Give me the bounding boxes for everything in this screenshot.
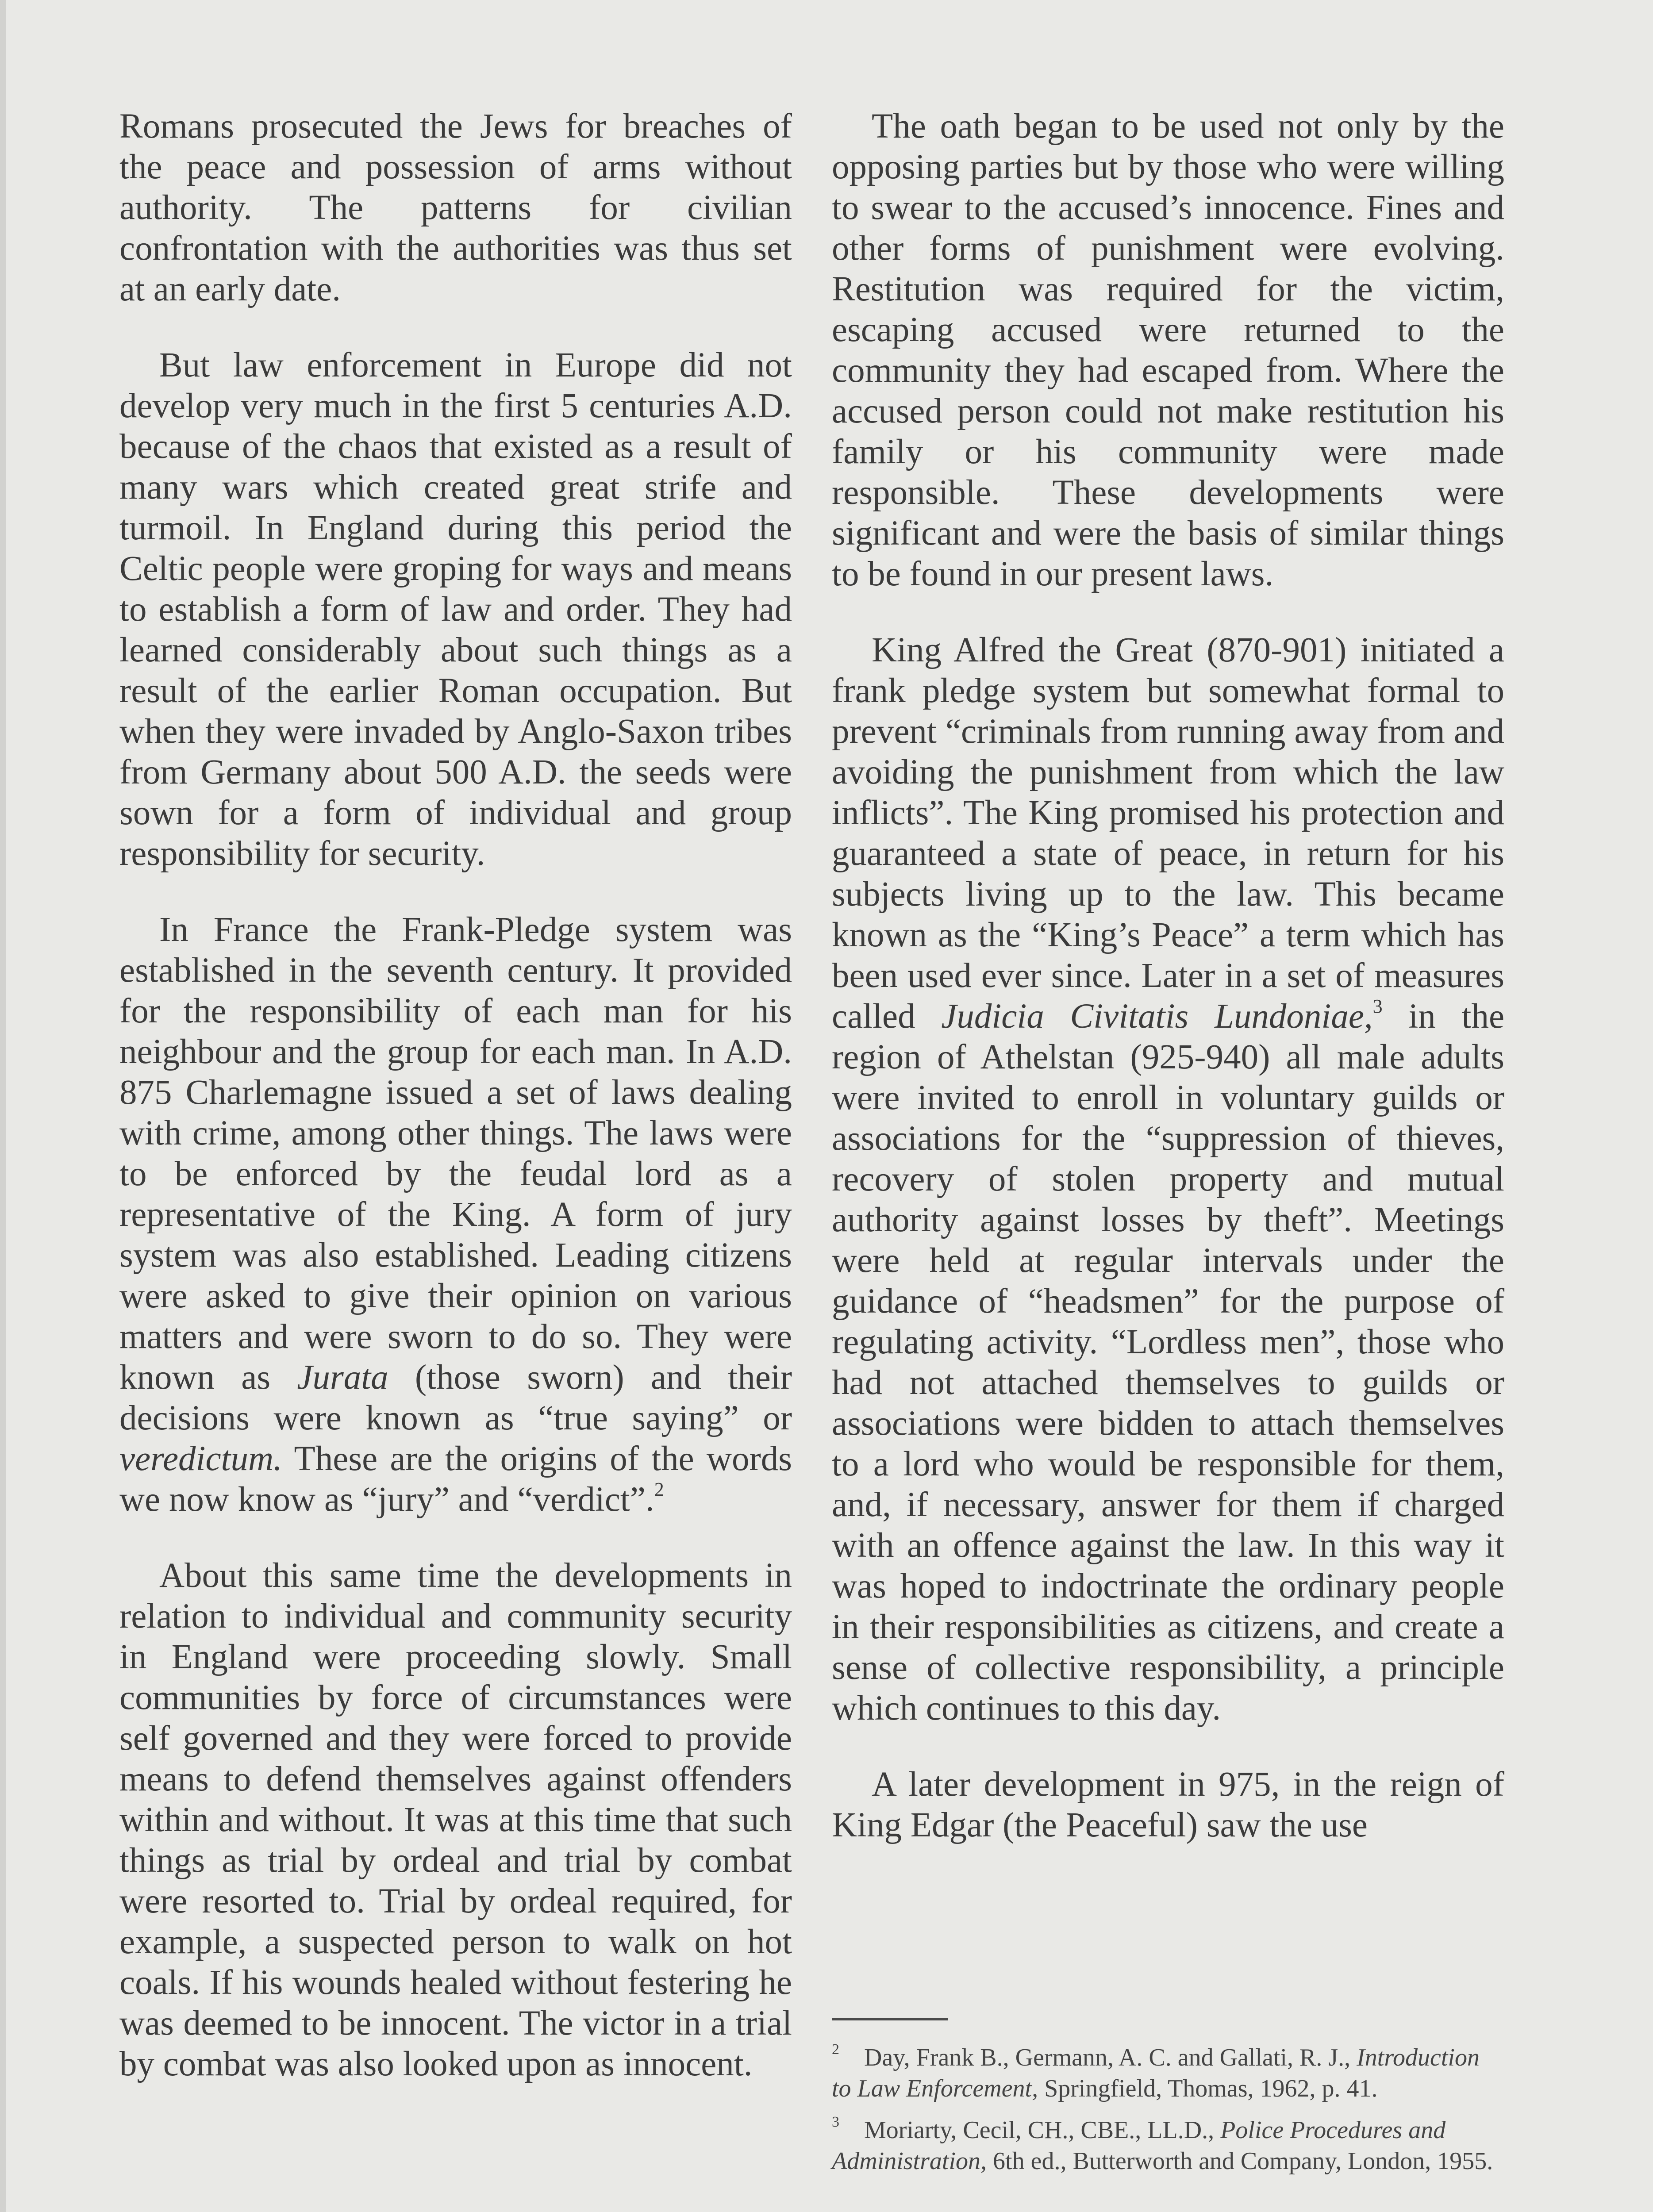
footnote-title: Introduction to Law Enforcement, [832, 2044, 1480, 2102]
paragraph-2 [119, 345, 792, 874]
paragraph-6 [832, 630, 1504, 1729]
footnote-text: Day, Frank B., Germann, A. C. and Gallati, R. J., [864, 2044, 1351, 2071]
paragraph-4 [119, 1555, 792, 2085]
paragraph-text: In France the Frank-Pledge system was established in the seventh century. It provided for the responsibility of each man for his neighbour and the group for each man. In A.D. 875 Charlemagne issued a set of laws dealing with crime, among other things. The laws were to be enforced by the feudal lord as a representative of the King. A form of jury system was also established. Leading citizens were asked to give their opinion on various matters and were sworn to do so. They were known as [119, 910, 792, 1397]
footnote-number: 3 [832, 2114, 839, 2130]
right-column [832, 106, 1504, 1846]
footnote-text: 6th ed., Butterworth and Company, London, 1955. [993, 2147, 1493, 2175]
paragraph-5 [832, 106, 1504, 595]
paragraph-text: But law enforcement in Europe did not develop very much in the first 5 centuries A.D. because of the chaos that existed as a result of many wars which created great strife and turmoil. In England during this period the Celtic people were groping for ways and means to establish a form of law and order. They had learned considerably about such things as a result of the earlier Roman occupation. But when they were invaded by Anglo-Saxon tribes from Germany about 500 A.D. the seeds were sown for a form of individual and group responsibility for security. [119, 346, 792, 873]
paragraph-7 [832, 1764, 1504, 1846]
footnotes [832, 2034, 1504, 2179]
footnote-title: Police Procedures and Administration, [832, 2116, 1446, 2175]
italic-term-veredictum: veredictum. [119, 1440, 282, 1478]
footnote-2 [832, 2034, 1504, 2104]
italic-title-judicia: Judicia Civitatis Lundoniae, [941, 997, 1373, 1036]
footnote-rule [832, 2018, 948, 2020]
paragraph-text: The oath began to be used not only by the opposing parties but by those who were willing to swear to the accused’s innocence. Fines and other forms of punishment were evolving. Restitution was required for the victim, escaping accused were returned to the community they had escaped from. Where the accused person could not make restitution his family or his community were made responsible. These developments were significant and were the basis of similar things to be found in our present laws. [832, 107, 1504, 593]
page-edge [0, 0, 6, 2212]
italic-term-jurata: Jurata [297, 1358, 388, 1397]
footnote-text: Springfield, Thomas, 1962, p. 41. [1044, 2075, 1378, 2102]
footnote-text: Moriarty, Cecil, CH., CBE., LL.D., [864, 2116, 1215, 2144]
footnote-number: 2 [832, 2041, 839, 2058]
paragraph-3 [119, 910, 792, 1520]
paragraph-text: Romans prosecuted the Jews for breaches of the peace and possession of arms without authority. The patterns for civilian confrontation with the authorities was thus set at an early date. [119, 107, 792, 308]
paragraph-text: (those sworn) and their decisions were known as “true saying” or [119, 1358, 792, 1437]
footnote-ref-2: 2 [654, 1479, 664, 1500]
paragraph-text: in the region of Athelstan (925-940) all male adults were invited to enroll in voluntary guilds or associations for the “suppression of thieves, recovery of stolen property and mutual authority against losses by theft”. Meetings were held at regular intervals under the guidance of “headsmen” for the purpose of regulating activity. “Lordless men”, those who had not attached themselves to guilds or associations were bidden to attach themselves to a lord who would be responsible for them, and, if necessary, answer for them if charged with an offence against the law. In this way it was hoped to indoctrinate the ordinary people in their responsibilities as citizens, and create a sense of collective responsibility, a principle which continues to this day. [832, 997, 1505, 1728]
paragraph-text: These are the origins of the words we now know as “jury” and “verdict”. [119, 1440, 792, 1519]
footnote-3 [832, 2107, 1504, 2177]
footnote-ref-3: 3 [1372, 995, 1383, 1017]
paragraph-text: About this same time the developments in relation to individual and community security in England were proceeding slowly. Small communities by force of circumstances were self governed and they were forced to provide means to defend themselves against offenders within and without. It was at this time that such things as trial by ordeal and trial by combat were resorted to. Trial by ordeal required, for example, a suspected person to walk on hot coals. If his wounds healed without festering he was deemed to be innocent. The victor in a trial by combat was also looked upon as innocent. [119, 1556, 792, 2083]
paragraph-1 [119, 106, 792, 310]
paragraph-text: A later development in 975, in the reign of King Edgar (the Peaceful) saw the use [832, 1765, 1504, 1844]
paragraph-text: King Alfred the Great (870-901) initiated a frank pledge system but somewhat formal to prevent “criminals from running away from and avoiding the punishment from which the law inflicts”. The King promised his protection and guaranteed a state of peace, in return for his subjects living up to the law. This became known as the “King’s Peace” a term which has been used ever since. Later in a set of measures called [832, 631, 1504, 1036]
left-column [119, 106, 792, 2120]
